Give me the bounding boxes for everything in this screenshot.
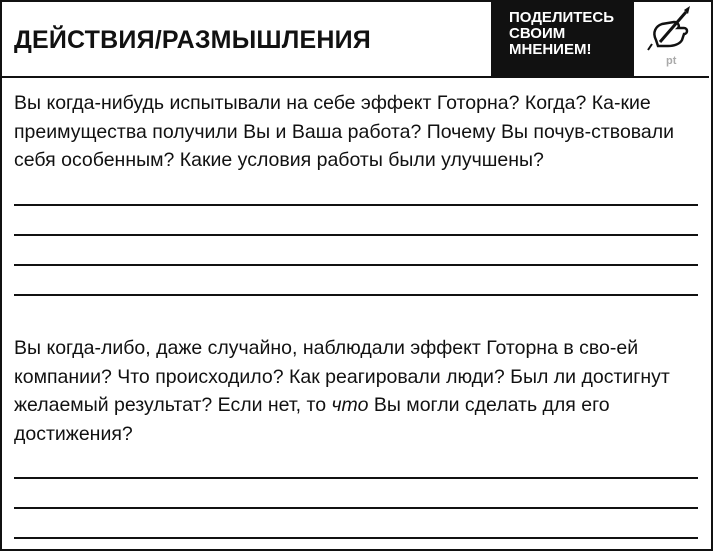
answer-line[interactable]: [14, 294, 698, 296]
share-line: ПОДЕЛИТЕСЬ: [509, 9, 615, 26]
icon-caption: pt: [666, 55, 677, 67]
question-emphasis: что: [331, 394, 369, 416]
hand-writing-icon: [634, 0, 709, 60]
answer-line[interactable]: [14, 537, 698, 539]
answer-line[interactable]: [14, 507, 698, 509]
question-text: Вы когда-либо, даже случайно, наблюдали эффект Готорна в сво-ей компании? Что происходило? Как реагировали люди? Был ли достигнут желаемый результат? Если нет, то: [14, 337, 670, 416]
share-opinion-badge: [491, 0, 634, 76]
answer-line[interactable]: [14, 477, 698, 479]
answer-line[interactable]: [14, 264, 698, 266]
answer-line[interactable]: [14, 204, 698, 206]
question-text: Вы могли сделать для его достижения?: [14, 394, 610, 445]
question-1: Вы когда-нибудь испытывали на себе эффект Готорна? Когда? Ка-кие преимущества получили Вы и Ваша работа? Почему Вы почув-ствовали себя особенным? Какие условия работы были улучшены?: [14, 92, 675, 171]
hand-writing-icon-box: [634, 0, 709, 76]
question-2: [14, 334, 698, 448]
share-opinion-text: [509, 10, 619, 58]
share-line: СВОИМ: [509, 25, 566, 42]
page-title: ДЕЙСТВИЯ/РАЗМЫШЛЕНИЯ: [14, 26, 371, 54]
answer-line[interactable]: [14, 234, 698, 236]
share-line: МНЕНИЕМ!: [509, 41, 592, 58]
header: [0, 0, 709, 78]
